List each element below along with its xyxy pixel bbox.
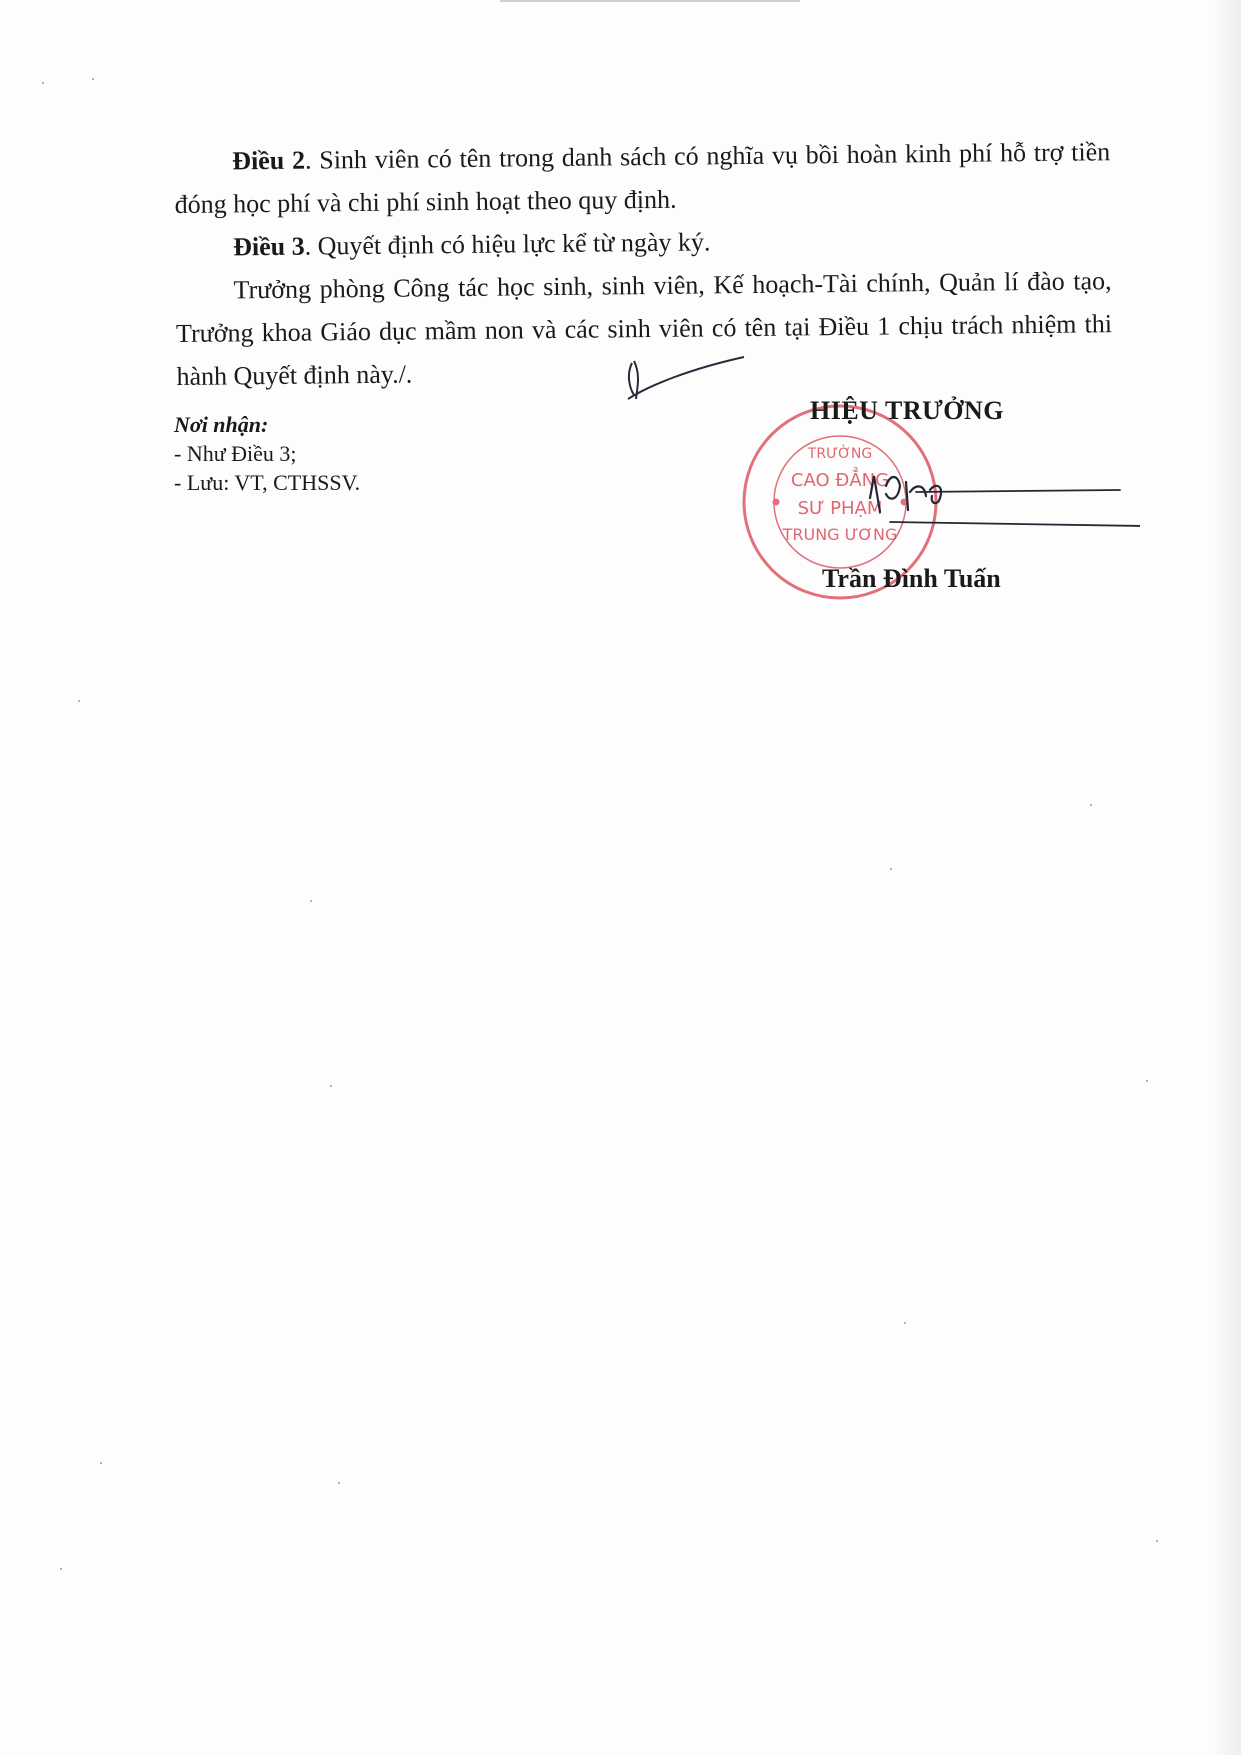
scan-speck: [42, 82, 44, 84]
scan-speck: [338, 1482, 340, 1484]
recipients-block: [174, 410, 360, 497]
scan-speck: [904, 1322, 906, 1324]
seal-line-4: TRUNG ƯƠNG: [782, 525, 898, 544]
scan-speck: [330, 1085, 332, 1087]
article-3-text: . Quyết định có hiệu lực kể từ ngày ký.: [304, 227, 711, 261]
scan-speck: [310, 900, 312, 902]
seal-line-3: SƯ PHẠM: [797, 498, 883, 519]
recipient-item-2: - Lưu: VT, CTHSSV.: [174, 470, 361, 495]
initial-mark-icon: [620, 355, 750, 415]
recipient-item-1: - Như Điều 3;: [174, 441, 297, 466]
scan-page-edge: [1215, 0, 1241, 1755]
scan-speck: [1146, 1080, 1148, 1082]
recipients-heading: Nơi nhận:: [174, 412, 269, 437]
scan-speck: [60, 1568, 62, 1570]
scan-edge-mark: [500, 0, 800, 2]
scan-speck: [78, 700, 80, 702]
scan-speck: [1090, 804, 1092, 806]
signer-name: Trần Đình Tuấn: [822, 564, 1001, 593]
article-2: [174, 130, 1111, 226]
closing-paragraph: Trưởng phòng Công tác học sinh, sinh viên, Kế hoạch-Tài chính, Quản lí đào tạo, Trưởng khoa Giáo dục mầm non và các sinh viên có tên tại Điều 1 chịu trách nhiệm thi hành Quyết định này./.: [175, 266, 1113, 391]
scan-speck: [1156, 1540, 1158, 1542]
article-2-text: . Sinh viên có tên trong danh sách có nghĩa vụ bồi hoàn kinh phí hỗ trợ tiền đóng học phí và chi phí sinh hoạt theo quy định.: [174, 137, 1111, 219]
article-2-label: Điều 2: [232, 145, 306, 176]
scan-speck: [92, 78, 94, 80]
scan-speck: [890, 868, 892, 870]
signer-title: HIỆU TRƯỞNG: [810, 396, 1005, 425]
article-3-label: Điều 3: [232, 231, 305, 262]
scan-speck: [100, 1462, 102, 1464]
seal-line-2: CAO ĐẲNG: [790, 470, 890, 491]
seal-line-1: TRƯỜNG: [807, 446, 873, 462]
signature-block: [740, 390, 1140, 610]
